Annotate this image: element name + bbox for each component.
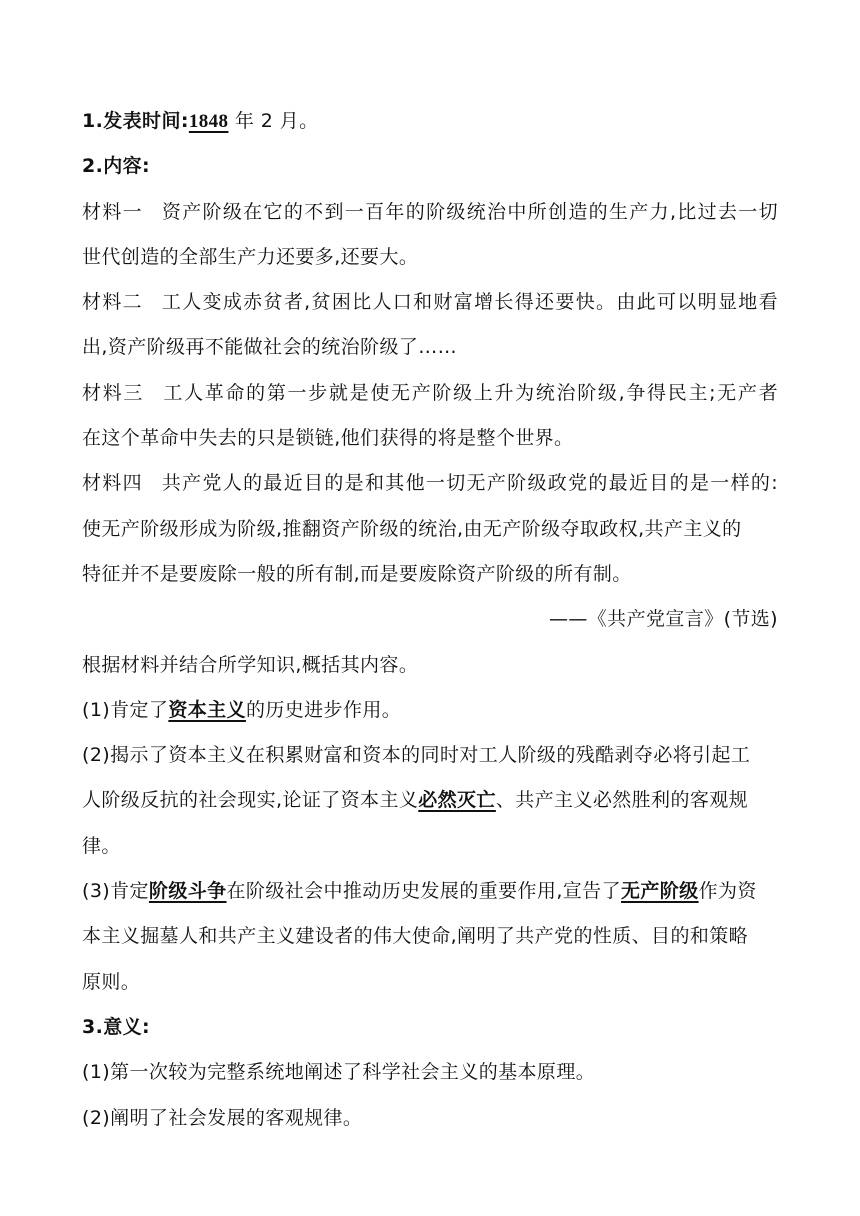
significance-heading: 3.意义: [82, 1015, 151, 1038]
publish-time-line [82, 106, 778, 136]
material-1-text: 资产阶级在它的不到一百年的阶级统治中所创造的生产力,比过去一切 [160, 200, 778, 223]
answer-3-keyword-2: 无产阶级 [620, 880, 699, 903]
significance-2: (2)阐明了社会发展的客观规律。 [82, 1106, 363, 1129]
publish-time-label: 1.发表时间: [82, 110, 189, 132]
material-3-line-1 [82, 378, 778, 408]
material-3-label: 材料三 [82, 381, 145, 404]
content-heading: 2.内容: [82, 155, 151, 178]
material-4-line-3: 特征并不是要废除一般的所有制,而是要废除资产阶级的所有制。 [82, 562, 632, 585]
answer-3-middle: 在阶级社会中推动历史发展的重要作用,宣告了 [226, 880, 621, 903]
significance-1: (1)第一次较为完整系统地阐述了科学社会主义的基本原理。 [82, 1061, 596, 1084]
publish-time-rest: 年 2 月。 [234, 110, 319, 132]
material-1-line-1 [82, 197, 778, 227]
material-4-label: 材料四 [82, 472, 143, 495]
question-text: 根据材料并结合所学知识,概括其内容。 [82, 653, 419, 676]
answer-2-suffix: 、共产主义必然胜利的客观规 [495, 789, 749, 812]
material-4-text: 共产党人的最近目的是和其他一切无产阶级政党的最近目的是一样的: [160, 472, 778, 495]
source-citation: ——《共产党宣言》(节选) [548, 608, 778, 631]
material-2-label: 材料二 [82, 291, 143, 314]
material-4-line-1 [82, 468, 778, 498]
material-2-line-2: 出,资产阶级再不能做社会的统治阶级了…… [82, 336, 458, 359]
material-2-line-1 [82, 287, 778, 317]
answer-1-suffix: 的历史进步作用。 [245, 698, 402, 721]
material-1-line-2: 世代创造的全部生产力还要多,还要大。 [82, 245, 419, 268]
answer-1 [82, 695, 778, 725]
answer-3-keyword-1: 阶级斗争 [148, 880, 227, 903]
answer-2-keyword: 必然灭亡 [418, 789, 496, 812]
answer-2-line-1: (2)揭示了资本主义在积累财富和资本的同时对工人阶级的残酷剥夺必将引起工 [82, 744, 751, 767]
answer-3-line-2: 本主义掘墓人和共产主义建设者的伟大使命,阐明了共产党的性质、目的和策略 [82, 925, 749, 948]
material-1-label: 材料一 [82, 200, 143, 223]
material-4-line-2: 使无产阶级形成为阶级,推翻资产阶级的统治,由无产阶级夺取政权,共产主义的 [82, 517, 742, 540]
answer-3-prefix: (3)肯定 [82, 880, 149, 903]
answer-3-line-1 [82, 876, 778, 906]
answer-3-suffix: 作为资 [698, 880, 757, 903]
material-3-text: 工人革命的第一步就是使无产阶级上升为统治阶级,争得民主;无产者 [162, 381, 779, 404]
publish-year: 1848 [188, 111, 229, 132]
material-2-text: 工人变成赤贫者,贫困比人口和财富增长得还要快。由此可以明显地看 [160, 291, 778, 314]
material-3-line-2: 在这个革命中失去的只是锁链,他们获得的将是整个世界。 [82, 427, 574, 450]
answer-2-line-3: 律。 [82, 834, 121, 857]
answer-3-line-3: 原则。 [82, 970, 141, 993]
answer-1-prefix: (1)肯定了 [82, 698, 169, 721]
answer-2-prefix: 人阶级反抗的社会现实,论证了资本主义 [82, 789, 419, 812]
answer-2-line-2 [82, 785, 778, 815]
document-page [82, 106, 778, 1148]
answer-1-keyword: 资本主义 [168, 698, 246, 721]
